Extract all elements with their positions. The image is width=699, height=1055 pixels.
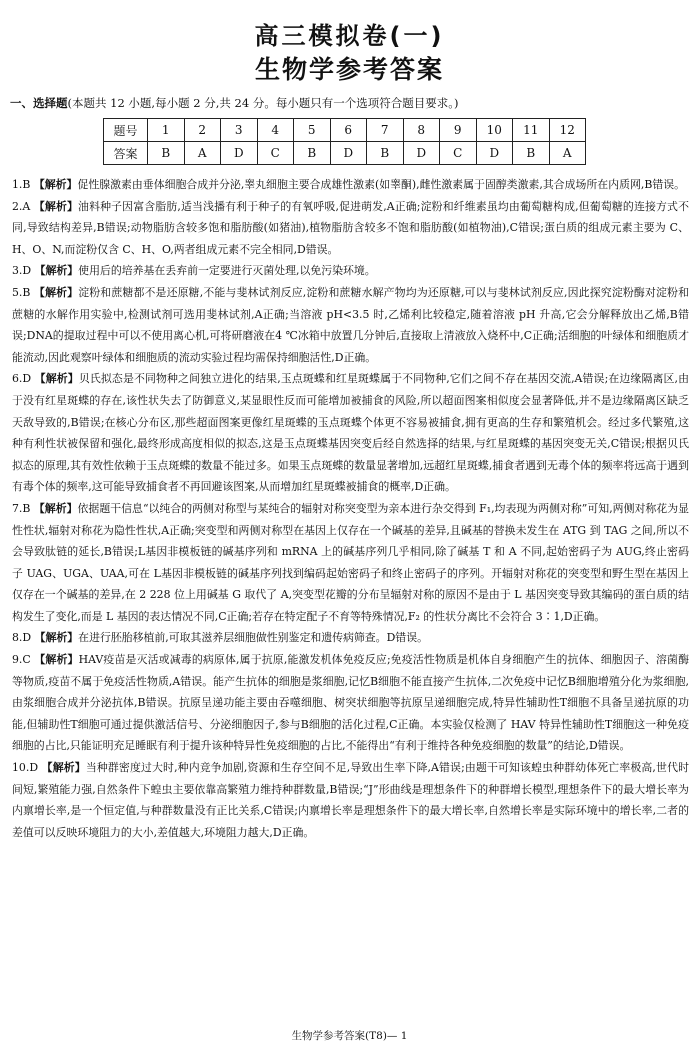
- item-number: 2.A: [12, 199, 31, 213]
- answer-value: D: [330, 142, 367, 165]
- analysis-tag: 【解析】: [33, 178, 78, 191]
- analysis-item: [12, 260, 689, 282]
- item-number: 7.B: [12, 501, 31, 515]
- item-text: 油料种子因富含脂肪,适当浅播有利于种子的有氧呼吸,促进萌发,A正确;淀粉和纤维素虽均由葡萄糖构成,但葡萄糖的连接方式不同,导致结构差异,B错误;动物脂肪含较多饱和脂肪酸(如猪油),植物脂肪含较多不饱和脂肪酸(如植物油),C错误;蛋白质的组成元素主要为 C、H、O、N,而淀粉仅含 C、H、O,两者组成元素不完全相同,D错误。: [12, 199, 689, 256]
- question-number: 7: [367, 119, 404, 142]
- question-number: 10: [476, 119, 513, 142]
- item-number: 5.B: [12, 285, 31, 299]
- answer-value: D: [403, 142, 440, 165]
- page-footer: 生物学参考答案(T8)— 1: [291, 1030, 408, 1042]
- question-number: 12: [549, 119, 586, 142]
- analysis-tag: 【解析】: [41, 761, 86, 775]
- analysis-tag: 【解析】: [33, 199, 79, 213]
- analysis-tag: 【解析】: [34, 653, 79, 667]
- item-text: HAV疫苗是灭活或减毒的病原体,属于抗原,能激发机体免疫反应;免疫活性物质是机体自身细胞产生的抗体、细胞因子、溶菌酶等物质,疫苗不属于免疫活性物质,A错误。能产生抗体的细胞是浆细胞,记忆B细胞不能直接产生抗体,二次免疫中记忆B细胞增殖分化为浆细胞,由浆细胞合成并分泌抗体,B错误。抗原呈递功能主要由吞噬细胞、树突状细胞等抗原呈递细胞完成,特异性辅助性T细胞不具备呈递抗原的功能,但辅助性T细胞可通过提供激活信号、分泌细胞因子,参与B细胞的活化过程,C正确。本实验仅检测了 HAV 特异性辅助性T细胞这一种免疫细胞的占比,只能证明充足睡眠有利于提升该种特异性免疫细胞的占比,不能得出“有利于维持各种免疫细胞的数量”的结论,D错误。: [12, 653, 689, 753]
- answer-value: A: [549, 142, 586, 165]
- item-text: 贝氏拟态是不同物种之间独立进化的结果,玉点斑蝶和红星斑蝶属于不同物种,它们之间不存在基因交流,A错误;在边缘隔离区,由于没有红星斑蝶的存在,该性状失去了防御意义,某显眼性反而可能增加被捕食的风险,所以超面图案相似度会显著降低,并不是边缘隔离区缺乏天敌导致的,B错误;在核心分布区,那些超面图案更像红星斑蝶的玉点斑蝶个体更不容易被捕食,拥有更高的生存和繁殖机会。经过多代繁殖,这种有利性状被保留和强化,最终形成高度相似的拟态,这是玉点斑蝶基因突变后经自然选择的结果,与红星斑蝶的基因突变无关,C错误;根据贝氏拟态的原理,其有效性依赖于玉点斑蝶的数量不能过多。如果玉点斑蝶的数量显著增加,远超红星斑蝶,捕食者遇到无毒个体的频率将远高于遇到有毒个体的频率,这可能导致捕食者不再回避该图案,从而增加红星斑蝶被捕食的概率,D正确。: [12, 372, 690, 494]
- answer-value: D: [221, 142, 258, 165]
- question-number: 2: [184, 119, 221, 142]
- analysis-tag: 【解析】: [34, 372, 79, 386]
- analysis-tag: 【解析】: [34, 264, 79, 278]
- question-number: 9: [440, 119, 477, 142]
- item-number: 6.D: [12, 372, 32, 386]
- section-instruction: (本题共 12 小题,每小题 2 分,共 24 分。每小题只有一个选项符合题目要求。): [67, 96, 459, 110]
- title-line2: 生物学参考答案: [254, 55, 444, 84]
- answer-value: B: [367, 142, 404, 165]
- answer-table-row1-label: 题号: [104, 119, 148, 142]
- question-number: 11: [513, 119, 550, 142]
- analysis-list: [12, 174, 689, 843]
- question-number: 8: [403, 119, 440, 142]
- title-line1: 高三模拟卷(一): [254, 22, 445, 50]
- analysis-tag: 【解析】: [34, 631, 79, 645]
- section-heading: [10, 95, 690, 111]
- answer-value: C: [257, 142, 294, 165]
- item-text: 在进行胚胎移植前,可取其滋养层细胞做性别鉴定和遗传病筛查。D错误。: [78, 631, 428, 645]
- answer-table-answer-row: [104, 142, 586, 165]
- question-number: 6: [330, 119, 367, 142]
- question-number: 1: [148, 119, 185, 142]
- item-text: 当种群密度过大时,种内竞争加剧,资源和生存空间不足,导致出生率下降,A错误;由题干可知该蝗虫种群幼体死亡率极高,世代时间短,繁殖能力强,自然条件下蝗虫主要依靠高繁殖力维持种群数量,B错误;“J”形曲线是理想条件下的种群增长模型,理想条件下的最大增长率为内禀增长率,是一个恒定值,与种群数量没有正比关系,C错误;内禀增长率是理想条件下的最大增长率,自然增长率是实际环境中的增长率,二者的差值可以反映环境阻力的大小,差值越大,环境阻力越大,D正确。: [12, 761, 689, 839]
- item-number: 1.B: [12, 178, 31, 191]
- question-number: 3: [221, 119, 258, 142]
- answer-value: B: [148, 142, 185, 165]
- answer-table-number-row: [104, 119, 586, 142]
- item-number: 8.D: [12, 631, 32, 645]
- item-text: 依据题干信息“以纯合的两侧对称型与某纯合的辐射对称突变型为亲本进行杂交得到 F₁,均表现为两侧对称”可知,两侧对称花为显性性状,辐射对称花为隐性性状,A正确;突变型和两侧对称型在基因上仅存在一个碱基的差异,且碱基的替换未发生在 ATG 到 TAG 之间,所以不会导致肽链的延长,B错误;L基因非模板链的碱基序列和 mRNA 上的碱基序列几乎相同,除了碱基 T 和 A 不同,起始密码子为 AUG,终止密码子 UAG、UGA、UAA,可在 L基因非模板链的碱基序列找到编码起始密码子和终止密码子的序列。开辐射对称花的突变型和野生型在基因上仅存在一个碱基的差异,在 2 228 位上用碱基 G 取代了 A,突变型花瓣的分布呈辐射对称的原因不是由于 L 基因突变导致其编码的蛋白质的结构发生了变化,而是 L 基因的表达情况不同,C正确;若存在特定配子不育等特殊情况,F₂ 的性状分离比不会符合 3∶1,D正确。: [12, 501, 689, 623]
- analysis-item: [12, 757, 689, 843]
- analysis-item: [12, 498, 689, 628]
- analysis-item: [12, 282, 689, 368]
- question-number: 4: [257, 119, 294, 142]
- item-number: 9.C: [12, 653, 31, 667]
- item-text: 促性腺激素由垂体细胞合成并分泌,睾丸细胞主要合成雄性激素(如睾酮),雌性激素属于固醇类激素,其合成场所在内质网,B错误。: [77, 178, 686, 191]
- analysis-item: [12, 174, 689, 196]
- answer-table: [103, 118, 586, 165]
- analysis-tag: 【解析】: [33, 501, 78, 515]
- section-title: 一、选择题: [10, 96, 68, 110]
- answer-value: B: [294, 142, 331, 165]
- answer-value: C: [440, 142, 477, 165]
- item-text: 淀粉和蔗糖都不是还原糖,不能与斐林试剂反应,淀粉和蔗糖水解产物均为还原糖,可以与斐林试剂反应,因此探究淀粉酶对淀粉和蔗糖的水解作用实验中,检测试剂可选用斐林试剂,A正确;当溶液 pH<3.5 时,乙烯利比较稳定,随着溶液 pH 升高,它会分解释放出乙烯,B错误;DNA的提取过程中可以不使用离心机,可将研磨液在4 ℃冰箱中放置几分钟后,直接取上清液放入烧杯中,C正确;活细胞的叶绿体和细胞质才能流动,因此观察叶绿体和细胞质的流动实验过程均需保持细胞活性,D正确。: [12, 285, 689, 364]
- item-number: 10.D: [12, 761, 39, 775]
- answer-value: B: [513, 142, 550, 165]
- item-number: 3.D: [12, 264, 32, 278]
- answer-value: A: [184, 142, 221, 165]
- question-number: 5: [294, 119, 331, 142]
- analysis-item: [12, 649, 689, 757]
- analysis-item: [12, 368, 689, 498]
- analysis-item: [12, 196, 689, 261]
- answer-value: D: [476, 142, 513, 165]
- analysis-tag: 【解析】: [34, 285, 79, 299]
- analysis-item: [12, 627, 689, 649]
- item-text: 使用后的培养基在丢弃前一定要进行灭菌处理,以免污染环境。: [78, 264, 376, 278]
- answer-table-row2-label: 答案: [104, 142, 148, 165]
